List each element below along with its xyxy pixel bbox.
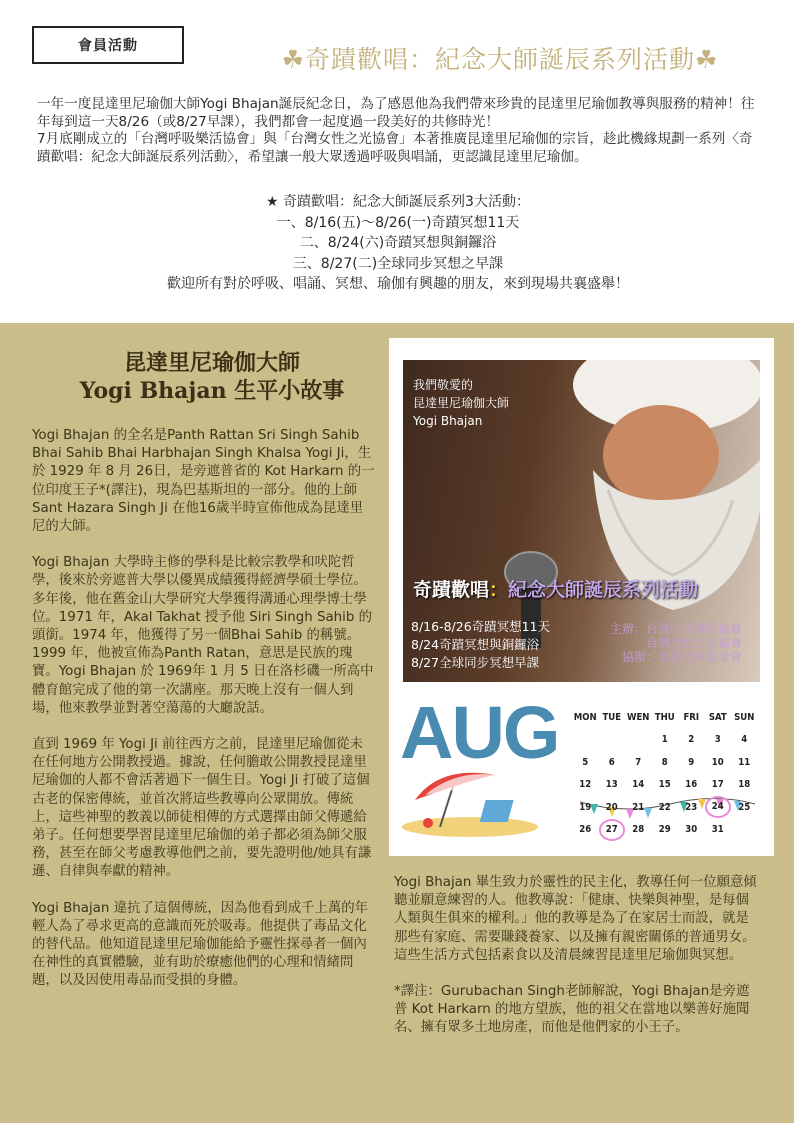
calendar-day: 1 [661,734,668,746]
weekday-label: SAT [708,711,727,723]
bio-paragraph-4: Yogi Bhajan 違抗了這個傳統，因為他看到成千上萬的年輕人為了尋求更高的意識而死於吸毒。他提供了毒品文化的替代品。他知道昆達里尼瑜伽能給予靈性探尋者一個內在神性的真實體驗，並有助於療癒他們的心理和情緒問題，以及因使用毒品而受損的身體。 [32,900,369,989]
calendar-day-highlighted: 27 [599,819,626,841]
intro-text [37,96,759,166]
poster-organizers [610,622,742,664]
poster-date-1: 8/16-8/26奇蹟冥想11天 [411,619,551,634]
calendar-day: 29 [658,824,671,836]
calendar-day: 7 [635,756,642,768]
beach-umbrella-illustration [400,765,550,840]
calendar-day: 20 [605,801,618,813]
weekday-label: FRI [683,711,700,723]
calendar-day: 5 [582,756,589,768]
bio-paragraph-1: Yogi Bhajan 的全名是Panth Rattan Sri Singh Sahib Bhai Sahib Bhai Harbhajan Singh Khalsa Yogi Ji，生於 1929 年 8 月 26日，是旁遮普省的 Kot Harkarn 的一位印度王子*(譯注)，現為巴基斯坦的一部分。他的上師 Sant Hazara Singh Ji 在他16歲半時宣佈他成為昆達里尼的大師。 [32,428,375,535]
bio-title-line-1: 昆達里尼瑜伽大師 [123,350,300,376]
poster-intro-line-1: 我們敬愛的 [413,378,474,392]
calendar-day: 17 [711,779,724,791]
calendar-day: 22 [658,801,671,813]
calendar-day: 26 [579,824,592,836]
calendar-day: 3 [714,734,721,746]
poster-intro [413,376,509,430]
event-poster [403,360,760,682]
calendar-day: 14 [632,779,645,791]
bio-paragraph-2: Yogi Bhajan 大學時主修的學科是比較宗教學和吠陀哲學，後來於旁遮普大學以優異成績獲得經濟學碩士學位。多年後，他在舊金山大學研究大學獲得溝通心理學博士學位。1971 年，Akal Takhat 授予他 Siri Singh Sahib 的頭銜。1974 年，他獲得了另一個Bhai Sahib 的稱號。1999 年，他被宣佈為Panth Ratan，意思是民族的瑰寶。Yogi Bhajan 於 1969年 1 月 5 日在洛杉磯一所高中體育館完成了他的第一次講座。那天晚上沒有一個人到場，他來教學並對著空蕩蕩的大廳說話。 [32,555,374,716]
intro-paragraph-2: 7月底剛成立的「台灣呼吸樂活協會」與「台灣女性之光協會」本著推廣昆達里尼瑜伽的宗旨，趁此機緣規劃一系列〈奇蹟歡唱：紀念大師誕辰系列活動〉，希望讓一般大眾透過呼吸與唱誦，更認識昆達里尼瑜伽。 [37,131,753,165]
calendar-day: 2 [688,734,695,746]
weekday-label: TUE [602,711,622,723]
calendar-week-row [572,774,758,797]
weekday-label: WEN [627,711,650,723]
translator-note: *譯注：Gurubachan Singh老師解說，Yogi Bhajan是旁遮普 Kot Harkarn 的地方望族，他的祖父在當地以樂善好施聞名、擁有眾多土地房產，而他是他們家的小王子。 [394,984,750,1036]
calendar-day: 4 [741,734,748,746]
poster-intro-line-2: 昆達里尼瑜伽大師 [413,396,510,410]
calendar-day: 30 [685,824,698,836]
calendar-day: 31 [711,824,724,836]
bio-title-line-2: Yogi Bhajan 生平小故事 [79,378,345,404]
calendar-day: 13 [605,779,618,791]
poster-title-part-b: 紀念大師誕辰系列活動 [508,579,699,601]
calendar-day: 10 [711,756,724,768]
calendar-day-highlighted: 24 [705,796,732,818]
event-item-1: 一、8/16(五)～8/26(一)奇蹟冥想11天 [276,214,520,231]
poster-date-2: 8/24奇蹟冥想與銅鑼浴 [411,637,540,652]
poster-intro-line-3: Yogi Bhajan [413,414,483,428]
calendar-day: 19 [579,801,592,813]
calendar-day: 15 [658,779,671,791]
calendar-day: 18 [738,779,751,791]
calendar-grid [572,706,758,841]
member-activity-tag: 會員活動 [32,26,184,64]
poster-org-3: 協辦：永義文教基金會 [621,650,742,664]
poster-org-1: 主辦：台灣呼吸樂活協會 [609,622,742,636]
calendar-week-row [572,729,758,752]
calendar-header-row [572,706,758,729]
bio-right-column [394,874,759,1056]
bio-paragraph-3: 直到 1969 年 Yogi Ji 前往西方之前，昆達里尼瑜伽從未在任何地方公開教授過。據說，任何膽敢公開教授昆達里尼瑜伽的人都不會活著過下一個生日。Yogi Ji 打破了這個古老的保密傳統，並首次將這些教導向公眾開放。傳統上，這些神聖的教義以師徒相傳的方式選擇由師父傳遞給弟子。任何想要學習昆達里尼瑜伽的弟子都必須為師父服務，甚至在師父考慮教導他們之前，要先證明他/她具有謙遜、自律與奉獻的精神。 [32,737,372,880]
poster-title-colon: ： [489,579,509,601]
intro-paragraph-1: 一年一度昆達里尼瑜伽大師Yogi Bhajan誕辰紀念日，為了感恩他為我們帶來珍貴的昆達里尼瑜伽教導與服務的精神！往年每到這一天8/26（或8/27早課），我們都會一起度過一段美好的共修時光！ [37,96,755,130]
weekday-label: THU [654,711,675,723]
calendar-day: 21 [632,801,645,813]
calendar-day: 28 [632,824,645,836]
calendar-day: 11 [738,756,751,768]
event-item-3: 三、8/27(二)全球同步冥想之早課 [292,255,504,272]
events-list [37,192,759,295]
calendar-day: 12 [579,779,592,791]
weekday-label: SUN [734,711,755,723]
weekday-label: MON [573,711,597,723]
calendar-day: 8 [661,756,668,768]
calendar-month: AUG [400,691,559,774]
bio-left-column [32,427,376,1009]
bio-paragraph-5: Yogi Bhajan 畢生致力於靈性的民主化，教導任何一位願意傾聽並願意練習的人。他教導說：「健康、快樂與神聖，是每個人類與生俱來的權利。」他的教導是為了在家居士而設，就是那些有家庭、需要賺錢養家、以及擁有親密關係的普通男女。這些生活方式包括素食以及清晨練習昆達里尼瑜伽與冥想。 [394,875,757,963]
calendar-week-row [572,796,758,819]
events-closing: 歡迎所有對於呼吸、唱誦、冥想、瑜伽有興趣的朋友，來到現場共襄盛舉！ [167,276,629,292]
poster-date-3: 8/27全球同步冥想早課 [411,655,540,670]
calendar-day: 9 [688,756,695,768]
poster-org-2: 台灣女性之光協會 [645,636,742,650]
calendar-day: 25 [738,801,751,813]
page-title: ☘奇蹟歡唱：紀念大師誕辰系列活動☘ [281,45,719,74]
bio-title [36,349,388,405]
event-item-2: 二、8/24(六)奇蹟冥想與銅鑼浴 [299,235,497,251]
events-heading: ★ 奇蹟歡唱：紀念大師誕辰系列3大活動： [266,194,530,210]
poster-dates [411,618,550,672]
calendar-week-row [572,751,758,774]
calendar-day: 16 [685,779,698,791]
calendar-day: 6 [608,756,615,768]
poster-title-part-a: 奇蹟歡唱 [413,579,490,601]
poster-title [413,575,698,602]
calendar-day: 23 [685,801,698,813]
calendar-week-row [572,819,758,842]
